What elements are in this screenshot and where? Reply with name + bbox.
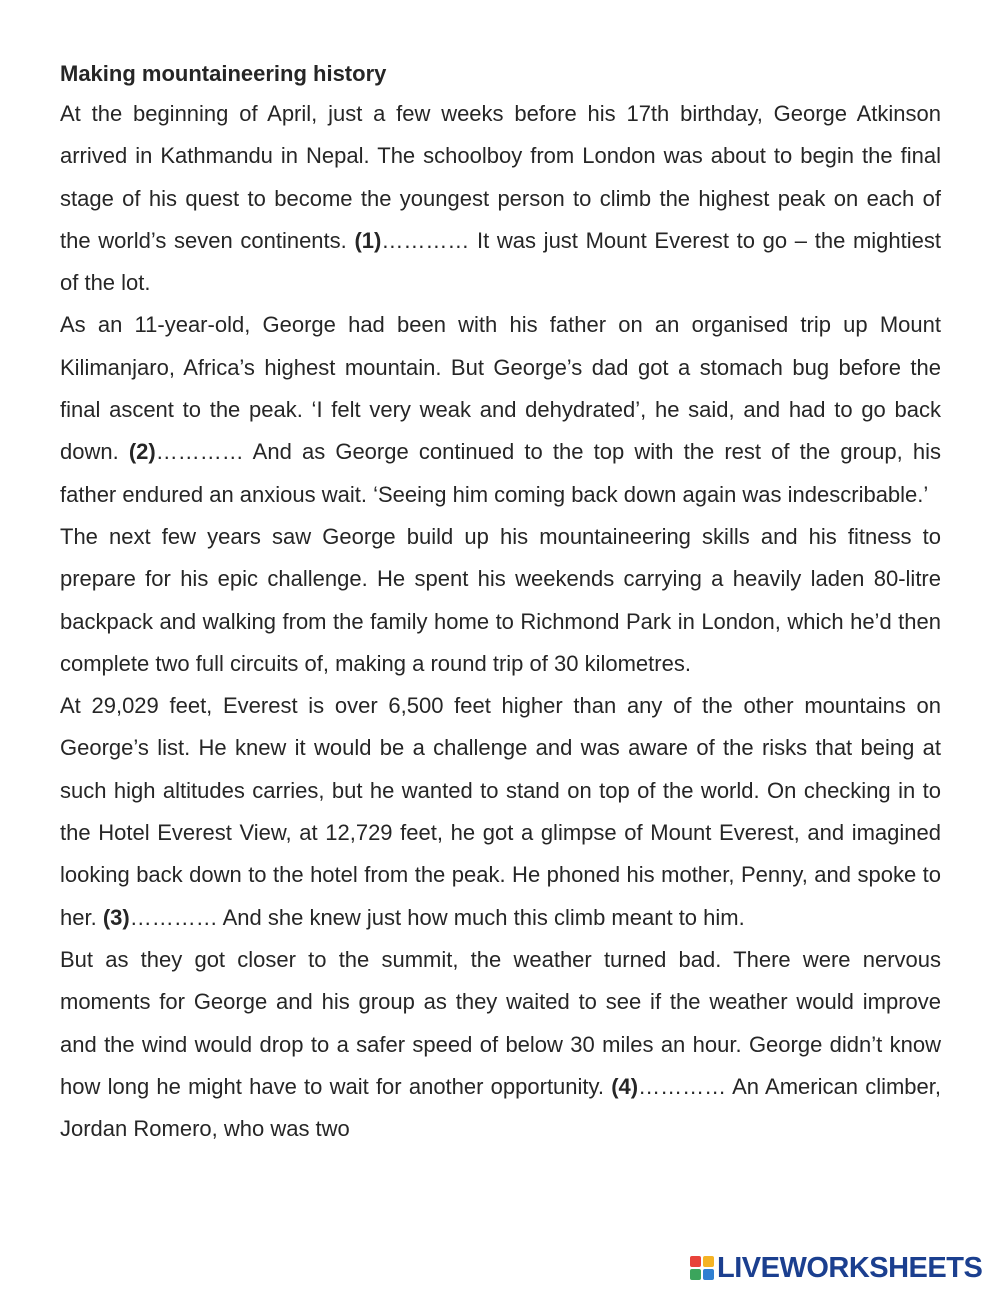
gap-number-label: (1) [354, 227, 382, 253]
gap-4[interactable] [611, 1074, 726, 1099]
gap-3[interactable] [103, 905, 218, 930]
gap-blank[interactable]: ………… [638, 1073, 727, 1099]
paragraph-text: But as they got closer to the summit, the weather turned bad. There were nervous moments for George and his group as they waited to see if the weather would improve and the wind would drop to a safer speed of below 30 miles an hour. George didn’t know how long he might have to wait for another opportunity. [60, 946, 941, 1099]
liveworksheets-logo[interactable] [690, 1252, 982, 1284]
paragraph-text: And as George continued to the top with the rest of the group, his father endured an anxious wait. ‘Seeing him coming back down again was indescribable.’ [60, 439, 942, 507]
gap-blank[interactable]: ………… [155, 439, 244, 465]
gap-blank[interactable]: ………… [129, 904, 218, 930]
article-body [60, 93, 941, 1150]
paragraph-text: At 29,029 feet, Everest is over 6,500 feet higher than any of the other mountains on George’s list. He knew it would be a challenge and was aware of the risks that being at such high altitudes carries, but he wanted to stand on top of the world. On checking in to the Hotel Everest View, at 12,729 feet, he got a glimpse of Mount Everest, and imagined looking back down to the hotel from the peak. He phoned his mother, Penny, and spoke to her. [60, 693, 941, 930]
paragraph-text: It was just Mount Everest to go – the mightiest of the lot. [60, 227, 941, 296]
document-title: Making mountaineering history [60, 61, 387, 86]
logo-square [703, 1256, 714, 1267]
gap-2[interactable] [129, 439, 244, 464]
paragraph [60, 685, 941, 939]
logo-square [690, 1256, 701, 1267]
worksheet-page [60, 55, 941, 1150]
paragraph-text: The next few years saw George build up his mountaineering skills and his fitness to prepare for his epic challenge. He spent his weekends carrying a heavily laden 80-litre backpack and walking from the family home to Richmond Park in London, which he’d then complete two full circuits of, making a round trip of 30 kilometres. [60, 523, 941, 676]
gap-number-label: (4) [611, 1073, 639, 1099]
paragraph [60, 516, 941, 685]
logo-square [703, 1269, 714, 1280]
paragraph-text: As an 11-year-old, George had been with his father on an organised trip up Mount Kilimanjaro, Africa’s highest mountain. But George’s dad got a stomach bug before the final ascent to the peak. ‘I felt very weak and dehydrated’, he said, and had to go back down. [60, 312, 941, 465]
gap-number-label: (3) [102, 904, 130, 930]
paragraph [60, 304, 941, 515]
gap-blank[interactable]: ………… [381, 227, 470, 253]
logo-mark-icon [690, 1256, 714, 1280]
paragraph [60, 93, 941, 304]
paragraph-text: At the beginning of April, just a few weeks before his 17th birthday, George Atkinson arrived in Kathmandu in Nepal. The schoolboy from London was about to begin the final stage of his quest to become the youngest person to climb the highest peak on each of the world’s seven continents. [60, 101, 941, 253]
paragraph-text: An American climber, Jordan Romero, who was two [60, 1073, 941, 1142]
logo-text: LIVEWORKSHEETS [717, 1252, 983, 1284]
paragraph [60, 939, 941, 1150]
logo-square [690, 1269, 701, 1280]
paragraph-text: And she knew just how much this climb meant to him. [217, 904, 745, 930]
gap-1[interactable] [354, 228, 469, 253]
gap-number-label: (2) [128, 439, 156, 465]
